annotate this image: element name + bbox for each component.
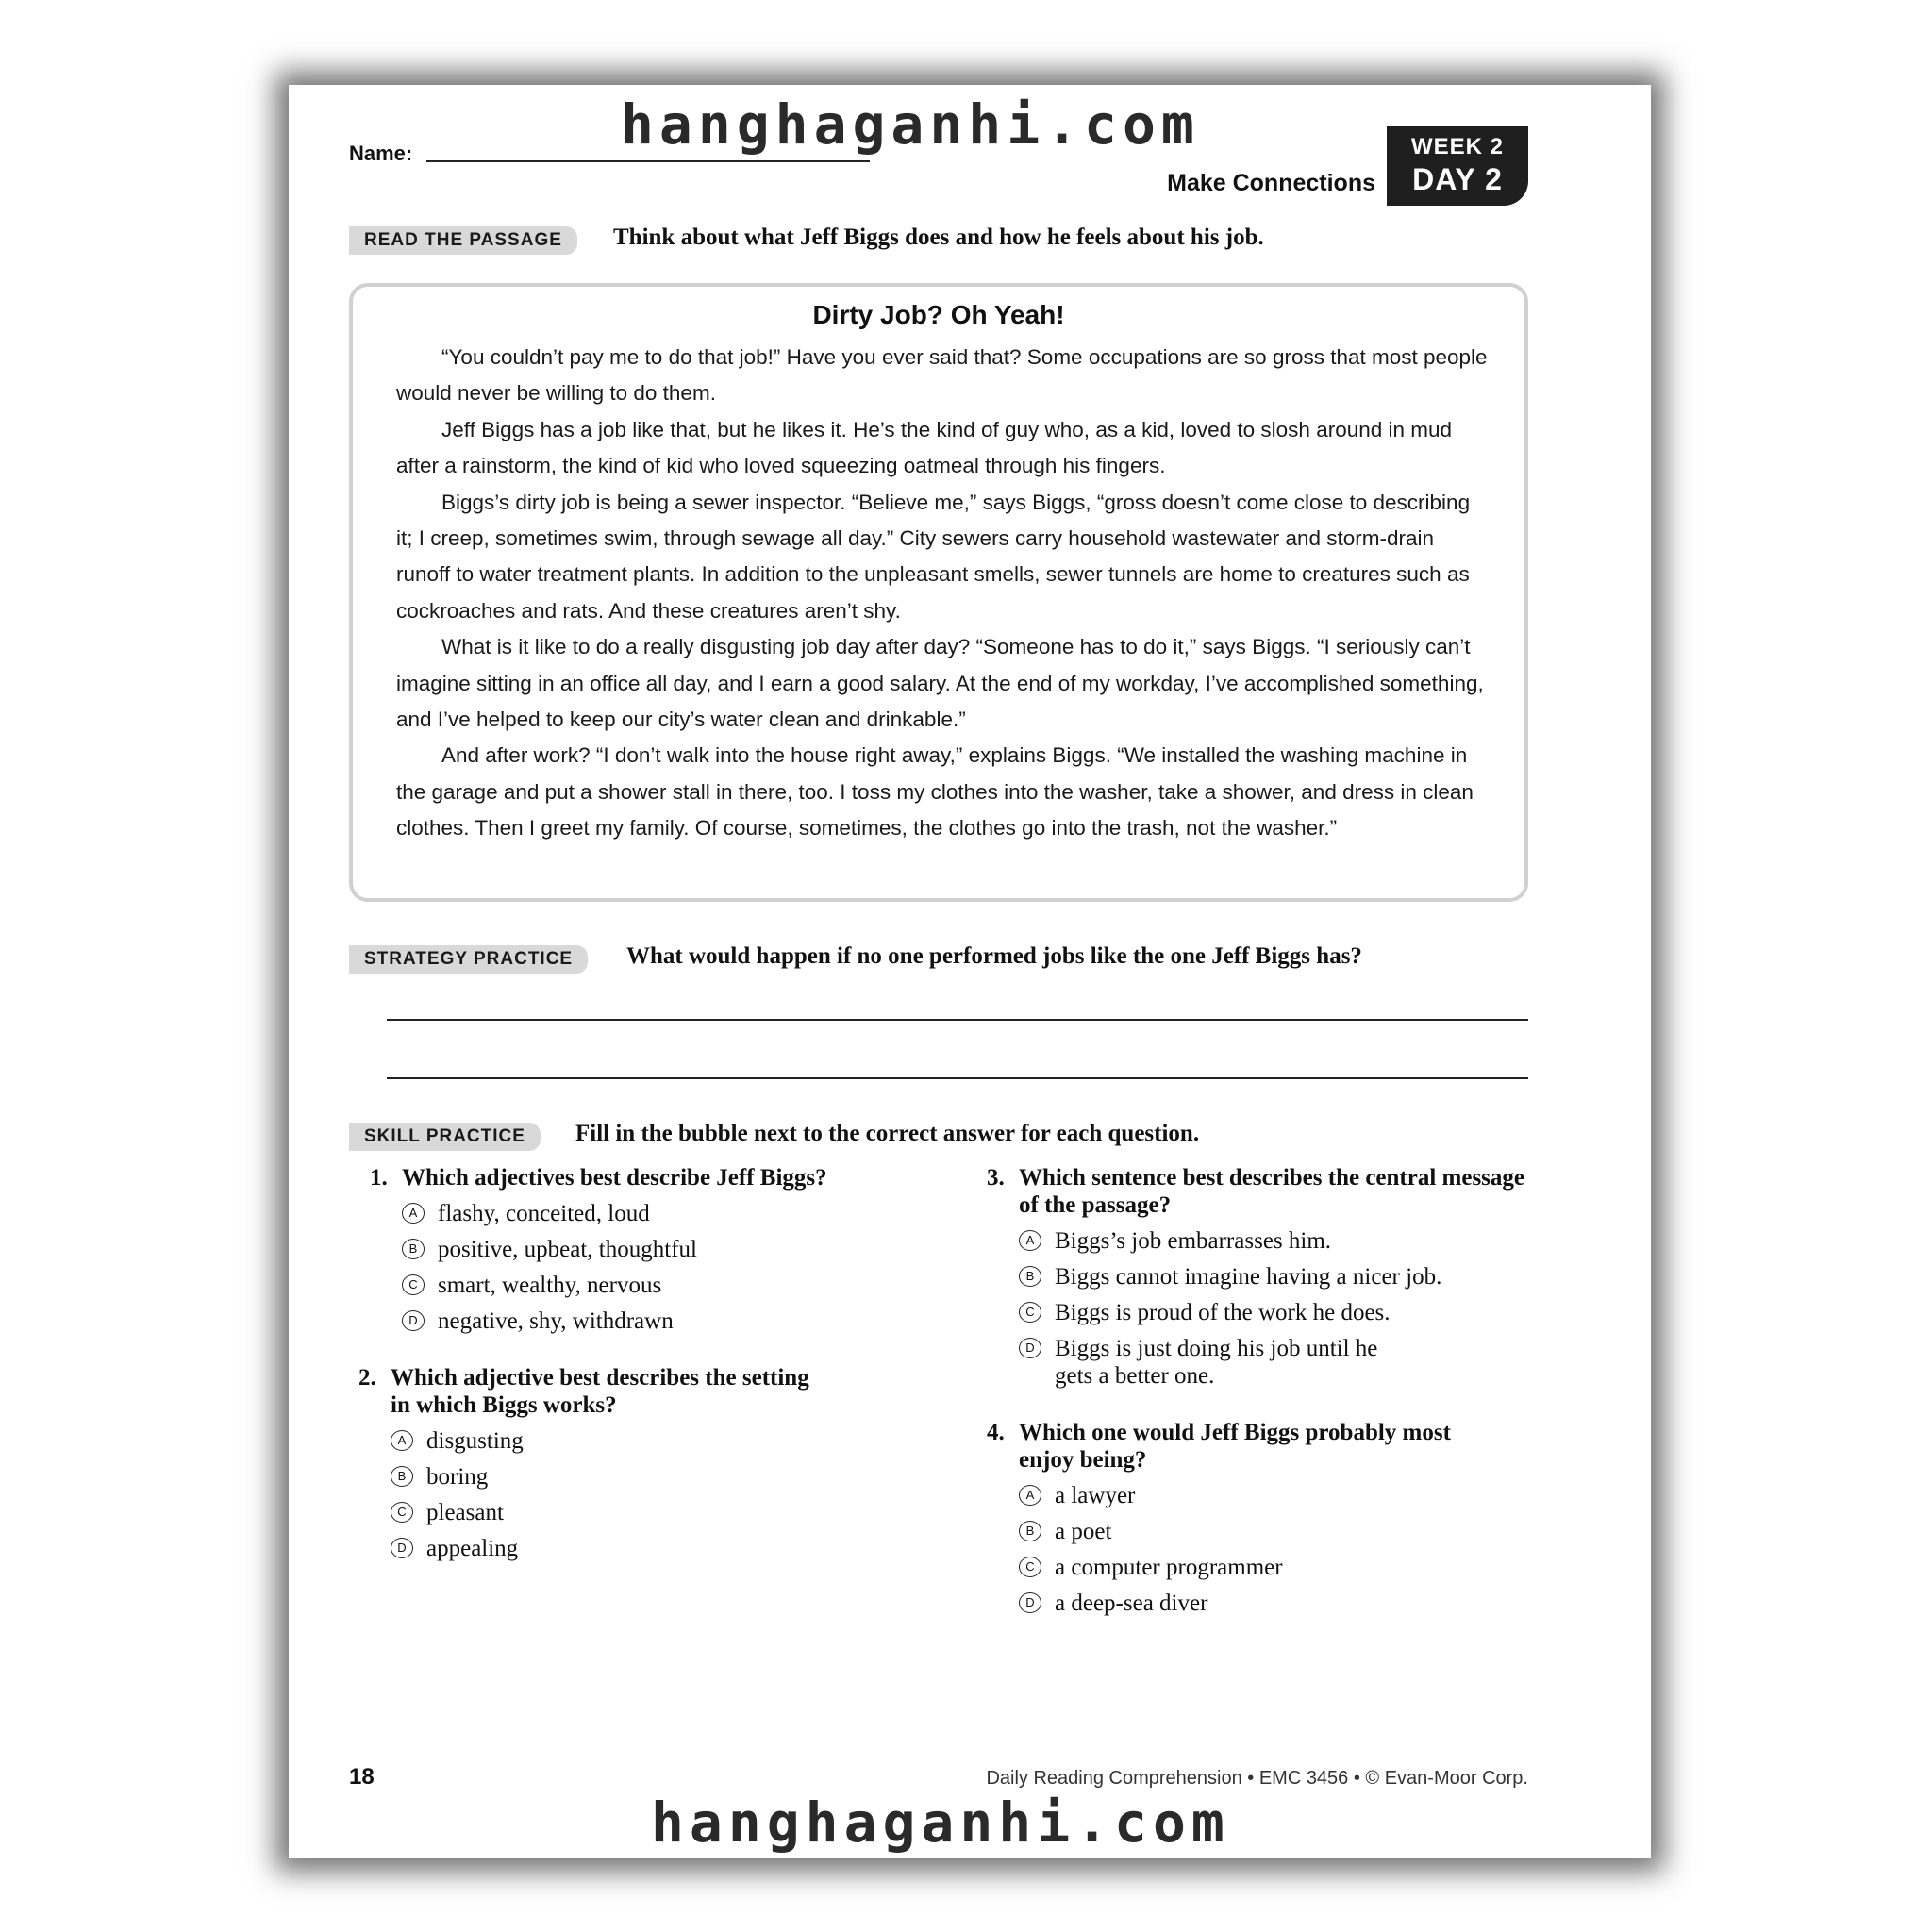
passage-paragraph: “You couldn’t pay me to do that job!” Have you ever said that? Some occupations are so gross that most people would never be willing to do them. — [396, 345, 1488, 406]
answer-bubble[interactable]: A — [391, 1430, 413, 1451]
passage-paragraph: And after work? “I don’t walk into the house right away,” explains Biggs. “We installed the washing machine in the garage and put a shower stall in there, too. I toss my clothes into the washer, take a shower, and dress in clean clothes. Then I greet my family. Of course, sometimes, the clothes go into the trash, not the washer.” — [396, 743, 1474, 841]
answer-option[interactable] — [391, 1535, 830, 1562]
week-label: WEEK 2 — [1410, 134, 1504, 159]
watermark-top: hanghaganhi.com — [621, 92, 1200, 157]
option-text: Biggs cannot imagine having a nicer job. — [1055, 1264, 1442, 1290]
name-label: Name: — [349, 142, 413, 165]
option-text: Biggs’s job embarrasses him. — [1055, 1228, 1332, 1254]
question-text: Which sentence best describes the central message of the passage? — [1019, 1165, 1525, 1218]
option-text: smart, wealthy, nervous — [438, 1273, 662, 1298]
name-input-line[interactable] — [426, 160, 870, 162]
passage-paragraph: What is it like to do a really disgusting job day after day? “Someone has to do it,” says Biggs. “I seriously can’t imagine sitting in an office all day, and I earn a good salary. At the end of my workday, I’ve accomplished something, and I’ve helped to keep our city’s water clean and drinkable.” — [396, 635, 1484, 732]
footer-credit: Daily Reading Comprehension • EMC 3456 • © Evan-Moor Corp. — [986, 1768, 1528, 1789]
skill-subtitle: Make Connections — [1167, 170, 1375, 196]
passage-body — [396, 340, 1491, 847]
option-text: pleasant — [426, 1500, 504, 1525]
answer-option[interactable] — [1019, 1263, 1534, 1291]
page-number: 18 — [349, 1764, 375, 1790]
answer-option[interactable] — [402, 1236, 860, 1263]
answer-bubble[interactable]: D — [1019, 1592, 1041, 1613]
strategy-practice-instruction: What would happen if no one performed jobs like the one Jeff Biggs has? — [626, 943, 1362, 969]
read-passage-tag: READ THE PASSAGE — [349, 226, 577, 255]
answer-line[interactable] — [387, 1019, 1528, 1021]
option-text: negative, shy, withdrawn — [438, 1308, 674, 1334]
option-text: a computer programmer — [1055, 1555, 1283, 1580]
answer-option[interactable] — [402, 1307, 860, 1335]
question-4 — [987, 1419, 1458, 1617]
worksheet-page — [289, 85, 1651, 1858]
answer-option[interactable] — [1019, 1518, 1458, 1545]
question-text: Which adjectives best describe Jeff Biggs? — [402, 1165, 827, 1191]
passage-paragraph: Jeff Biggs has a job like that, but he likes it. He’s the kind of guy who, as a kid, loved to slosh around in mud after a rainstorm, the kind of kid who loved squeezing oatmeal through his fingers. — [396, 417, 1453, 478]
answer-bubble[interactable]: A — [1019, 1485, 1041, 1506]
answer-bubble[interactable]: B — [402, 1239, 425, 1259]
answer-option[interactable] — [1019, 1554, 1458, 1581]
question-text: Which adjective best describes the setting in which Biggs works? — [391, 1365, 809, 1418]
option-text: disgusting — [426, 1428, 524, 1454]
answer-bubble[interactable]: A — [402, 1203, 425, 1224]
answer-option[interactable] — [402, 1200, 860, 1227]
answer-bubble[interactable]: B — [391, 1466, 413, 1487]
answer-bubble[interactable]: C — [1019, 1557, 1041, 1577]
answer-bubble[interactable]: D — [391, 1538, 413, 1558]
answer-line[interactable] — [387, 1077, 1528, 1079]
option-text: boring — [426, 1464, 489, 1490]
passage-box — [349, 283, 1528, 902]
answer-bubble[interactable]: C — [1019, 1302, 1041, 1323]
answer-option[interactable] — [1019, 1335, 1415, 1390]
read-passage-instruction: Think about what Jeff Biggs does and how he feels about his job. — [613, 225, 1264, 250]
answer-bubble[interactable]: C — [391, 1502, 413, 1523]
answer-bubble[interactable]: B — [1019, 1521, 1041, 1541]
option-text: Biggs is just doing his job until he gets a better one. — [1055, 1336, 1378, 1389]
answer-option[interactable] — [1019, 1227, 1534, 1255]
skill-practice-tag: SKILL PRACTICE — [349, 1123, 541, 1151]
answer-bubble[interactable]: B — [1019, 1266, 1041, 1287]
passage-title: Dirty Job? Oh Yeah! — [812, 300, 1065, 329]
question-1 — [370, 1164, 860, 1335]
week-day-badge — [1387, 126, 1528, 206]
answer-option[interactable] — [402, 1272, 860, 1299]
answer-option[interactable] — [391, 1499, 830, 1526]
answer-option[interactable] — [391, 1427, 830, 1455]
passage-paragraph: Biggs’s dirty job is being a sewer inspector. “Believe me,” says Biggs, “gross doesn’t come close to describing it; I creep, sometimes swim, through sewage all day.” City sewers carry household wastewater and storm-drain runoff to water treatment plants. In addition to the unpleasant smells, sewer tunnels are home to creatures such as cockroaches and rats. And these creatures aren’t shy. — [396, 490, 1471, 623]
day-label: DAY 2 — [1412, 162, 1503, 196]
option-text: flashy, conceited, loud — [438, 1201, 650, 1226]
question-number: 3. — [987, 1165, 1005, 1191]
answer-bubble[interactable]: C — [402, 1274, 425, 1295]
answer-option[interactable] — [1019, 1590, 1458, 1617]
question-text: Which one would Jeff Biggs probably most enjoy being? — [1019, 1420, 1451, 1473]
question-2 — [358, 1364, 830, 1562]
option-text: Biggs is proud of the work he does. — [1055, 1300, 1391, 1325]
watermark-bottom: hanghaganhi.com — [651, 1790, 1230, 1855]
question-number: 4. — [987, 1420, 1005, 1445]
option-text: positive, upbeat, thoughtful — [438, 1237, 697, 1262]
question-number: 2. — [358, 1365, 376, 1391]
question-3 — [987, 1164, 1534, 1390]
option-text: a lawyer — [1055, 1483, 1136, 1508]
answer-bubble[interactable]: D — [402, 1310, 425, 1331]
answer-bubble[interactable]: D — [1019, 1338, 1041, 1358]
answer-bubble[interactable]: A — [1019, 1230, 1041, 1251]
answer-option[interactable] — [1019, 1482, 1458, 1509]
answer-option[interactable] — [391, 1463, 830, 1491]
answer-option[interactable] — [1019, 1299, 1534, 1326]
option-text: appealing — [426, 1536, 519, 1561]
question-number: 1. — [370, 1165, 388, 1191]
option-text: a deep-sea diver — [1055, 1591, 1208, 1616]
strategy-practice-tag: STRATEGY PRACTICE — [349, 945, 588, 974]
option-text: a poet — [1055, 1519, 1112, 1544]
skill-practice-instruction: Fill in the bubble next to the correct answer for each question. — [575, 1121, 1200, 1146]
